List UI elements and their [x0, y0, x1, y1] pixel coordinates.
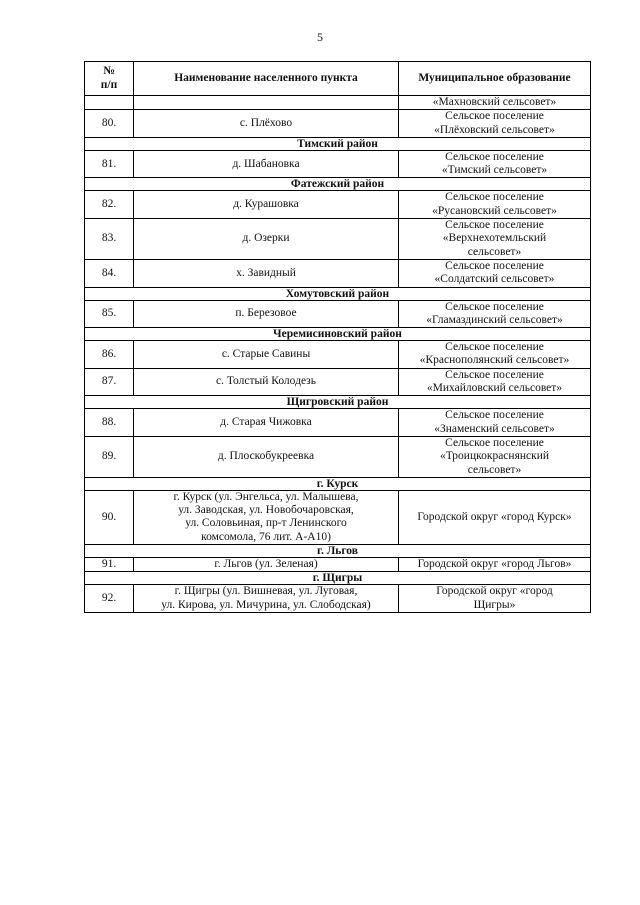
row-number: 85.	[85, 300, 134, 328]
row-number: 86.	[85, 341, 134, 369]
district-label: Хомутовский район	[85, 287, 591, 300]
row-number: 82.	[85, 191, 134, 219]
district-label: г. Курск	[85, 477, 591, 490]
district-header-row	[85, 572, 591, 585]
continuation-municipality: «Махновский сельсовет»	[399, 96, 591, 110]
table-row	[85, 585, 591, 613]
header-municipality: Муниципальное образование	[399, 62, 591, 96]
settlement-name: д. Озерки	[134, 219, 399, 260]
settlement-name: г. Курск (ул. Энгельса, ул. Малышева, ул. Заводская, ул. Новобочаровская, ул. Соловьиная, пр-т Ленинского комсомола, 76 лит. А-А10)	[134, 490, 399, 544]
settlement-name: п. Березовое	[134, 300, 399, 328]
table-row	[85, 341, 591, 369]
district-label: Тимский район	[85, 137, 591, 150]
municipality-name: Сельское поселение «Гламаздинский сельсовет»	[399, 300, 591, 328]
district-label: Черемисиновский район	[85, 328, 591, 341]
table-row	[85, 558, 591, 572]
table-row	[85, 490, 591, 544]
municipality-name: Сельское поселение «Верхнехотемльский сельсовет»	[399, 219, 591, 260]
municipality-name: Сельское поселение «Русановский сельсовет»	[399, 191, 591, 219]
district-label: г. Льгов	[85, 545, 591, 558]
row-number: 81.	[85, 150, 134, 178]
row-number: 83.	[85, 219, 134, 260]
row-number: 87.	[85, 368, 134, 396]
row-number: 90.	[85, 490, 134, 544]
municipality-name: Сельское поселение «Тимский сельсовет»	[399, 150, 591, 178]
settlement-name: д. Курашовка	[134, 191, 399, 219]
district-header-row	[85, 477, 591, 490]
municipality-name: Сельское поселение «Краснополянский сельсовет»	[399, 341, 591, 369]
municipality-name: Сельское поселение «Михайловский сельсовет»	[399, 368, 591, 396]
table-header-row	[85, 62, 591, 96]
table-row	[85, 436, 591, 477]
district-header-row	[85, 137, 591, 150]
table-body	[85, 96, 591, 613]
settlement-name: х. Завидный	[134, 259, 399, 287]
settlement-name: с. Толстый Колодезь	[134, 368, 399, 396]
district-header-row	[85, 287, 591, 300]
table-row	[85, 219, 591, 260]
table-row	[85, 259, 591, 287]
municipality-name: Сельское поселение «Плёховский сельсовет»	[399, 110, 591, 138]
row-number: 92.	[85, 585, 134, 613]
row-number: 91.	[85, 558, 134, 572]
settlements-table	[84, 61, 591, 613]
district-header-row	[85, 178, 591, 191]
settlement-name: с. Старые Савины	[134, 341, 399, 369]
municipality-name: Сельское поселение «Солдатский сельсовет»	[399, 259, 591, 287]
row-number: 88.	[85, 409, 134, 437]
row-number: 84.	[85, 259, 134, 287]
district-label: Фатежский район	[85, 178, 591, 191]
settlement-name: с. Плёхово	[134, 110, 399, 138]
settlement-name: г. Щигры (ул. Вишневая, ул. Луговая, ул. Кирова, ул. Мичурина, ул. Слободская)	[134, 585, 399, 613]
district-header-row	[85, 328, 591, 341]
settlement-name: д. Плоскобукреевка	[134, 436, 399, 477]
municipality-name: Сельское поселение «Троицкокраснянский сельсовет»	[399, 436, 591, 477]
settlement-name: д. Старая Чижовка	[134, 409, 399, 437]
header-number: № п/п	[85, 62, 134, 96]
district-label: Щигровский район	[85, 396, 591, 409]
municipality-name: Городской округ «город Щигры»	[399, 585, 591, 613]
table-row	[85, 150, 591, 178]
table-row	[85, 191, 591, 219]
table-row	[85, 368, 591, 396]
municipality-name: Сельское поселение «Знаменский сельсовет»	[399, 409, 591, 437]
continuation-row	[85, 96, 591, 110]
header-settlement-name: Наименование населенного пункта	[134, 62, 399, 96]
table-row	[85, 300, 591, 328]
row-number: 80.	[85, 110, 134, 138]
settlement-name: г. Льгов (ул. Зеленая)	[134, 558, 399, 572]
municipality-name: Городской округ «город Льгов»	[399, 558, 591, 572]
settlement-name: д. Шабановка	[134, 150, 399, 178]
continuation-num-cell	[85, 96, 134, 110]
district-header-row	[85, 396, 591, 409]
row-number: 89.	[85, 436, 134, 477]
municipality-name: Городской округ «город Курск»	[399, 490, 591, 544]
page-number: 5	[317, 30, 323, 44]
district-header-row	[85, 545, 591, 558]
district-label: г. Щигры	[85, 572, 591, 585]
table-row	[85, 110, 591, 138]
continuation-name-cell	[134, 96, 399, 110]
table-row	[85, 409, 591, 437]
